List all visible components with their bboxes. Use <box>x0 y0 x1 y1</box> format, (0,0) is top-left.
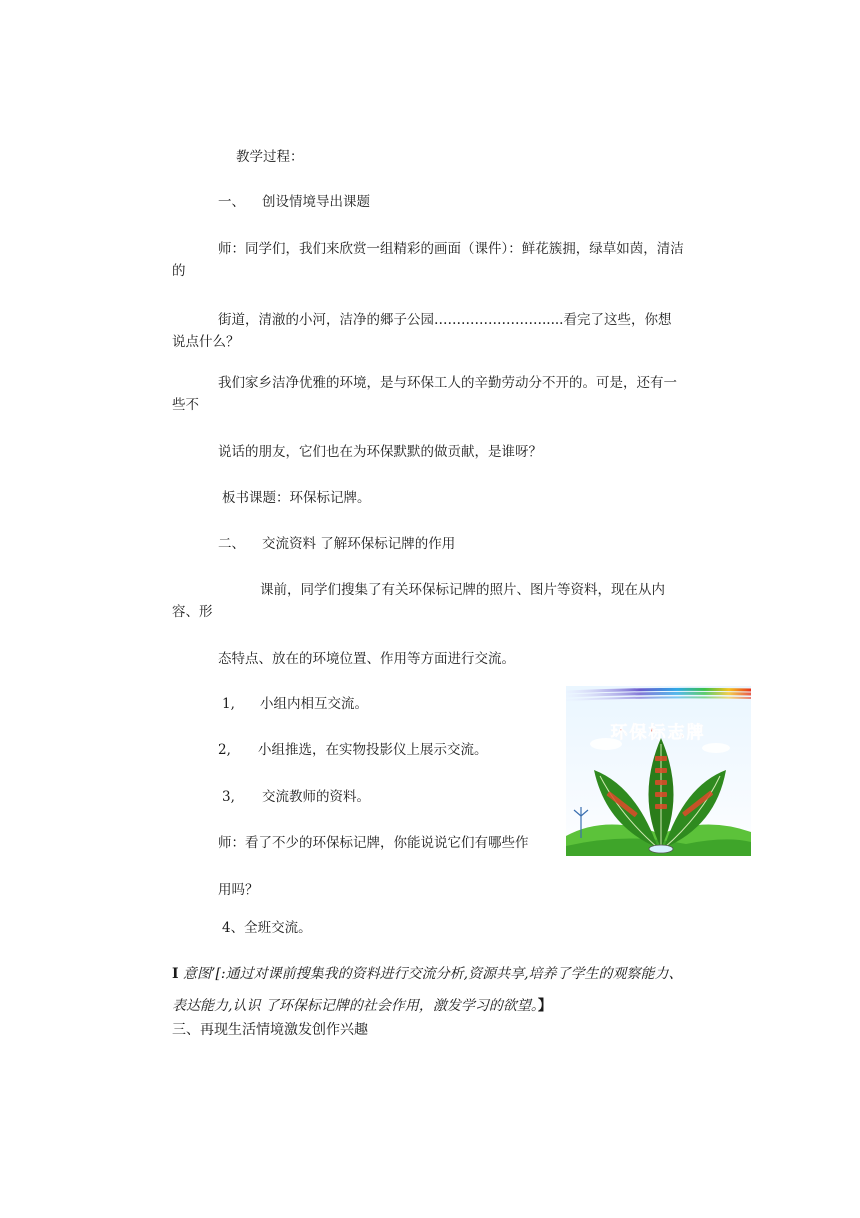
section-1-title: 创设情境导出课题 <box>262 194 370 210</box>
note-close-bracket: 】 <box>537 998 552 1014</box>
paragraph-7: 态特点、放在的环境位置、作用等方面进行交流。 <box>218 651 515 667</box>
paragraph-10: 4、全班交流。 <box>222 920 312 936</box>
rainbow-stripes <box>566 689 751 700</box>
list-item-3-text: 交流教师的资料。 <box>262 789 370 805</box>
list-item-1-number: 1, <box>222 696 235 712</box>
section-3-title: 三、再现生活情境激发创作兴趣 <box>172 1022 368 1038</box>
eco-sign-poster-image <box>566 686 751 856</box>
paragraph-2: 街道，清澈的小河，洁净的郷子公园…………………….....看完了这些，你想说点什么？ <box>172 312 672 350</box>
design-intent-note <box>172 958 692 1022</box>
pot-icon <box>649 845 673 853</box>
note-body: 意图’[:通过对课前搜集我的资料进行交流分析,资源共享,培养了学生的观察能力、表达能力,认识 了环保标记牌的社会作用，激发学习的欲望。 <box>172 966 683 1014</box>
paragraph-1: 师：同学们，我们来欣赏一组精彩的画面（课件）：鲜花簇拥，绿草如茵，清洁的 <box>172 241 684 279</box>
paragraph-5: 板书课题：环保标记牌。 <box>222 490 371 506</box>
section-2-title: 交流资料 了解环保标记牌的作用 <box>262 536 456 552</box>
paragraph-8: 师：看了不少的环保标记牌，你能说说它们有哪些作 <box>218 835 529 851</box>
note-open-bracket: I <box>172 966 179 982</box>
poster-title: 环保标志牌 <box>610 723 706 743</box>
paragraph-9: 用吗？ <box>218 882 259 898</box>
section-heading: 教学过程： <box>236 149 304 165</box>
paragraph-3: 我们家乡洁净优雅的环境，是与环保工人的辛勤劳动分不开的。可是，还有一些不 <box>172 375 677 413</box>
list-item-3-number: 3, <box>222 789 235 805</box>
list-item-2-text: 小组推选，在实物投影仪上展示交流。 <box>258 742 488 758</box>
section-1-number: 一、 <box>218 194 245 210</box>
section-2-number: 二、 <box>218 536 245 552</box>
paragraph-6: 课前，同学们搜集了有关环保标记牌的照片、图片等资料，现在从内容、形 <box>172 582 665 620</box>
list-item-2-number: 2, <box>218 742 231 758</box>
paragraph-4: 说话的朋友，它们也在为环保默默的做贡献，是谁呀？ <box>218 444 542 460</box>
list-item-1-text: 小组内相互交流。 <box>260 696 368 712</box>
